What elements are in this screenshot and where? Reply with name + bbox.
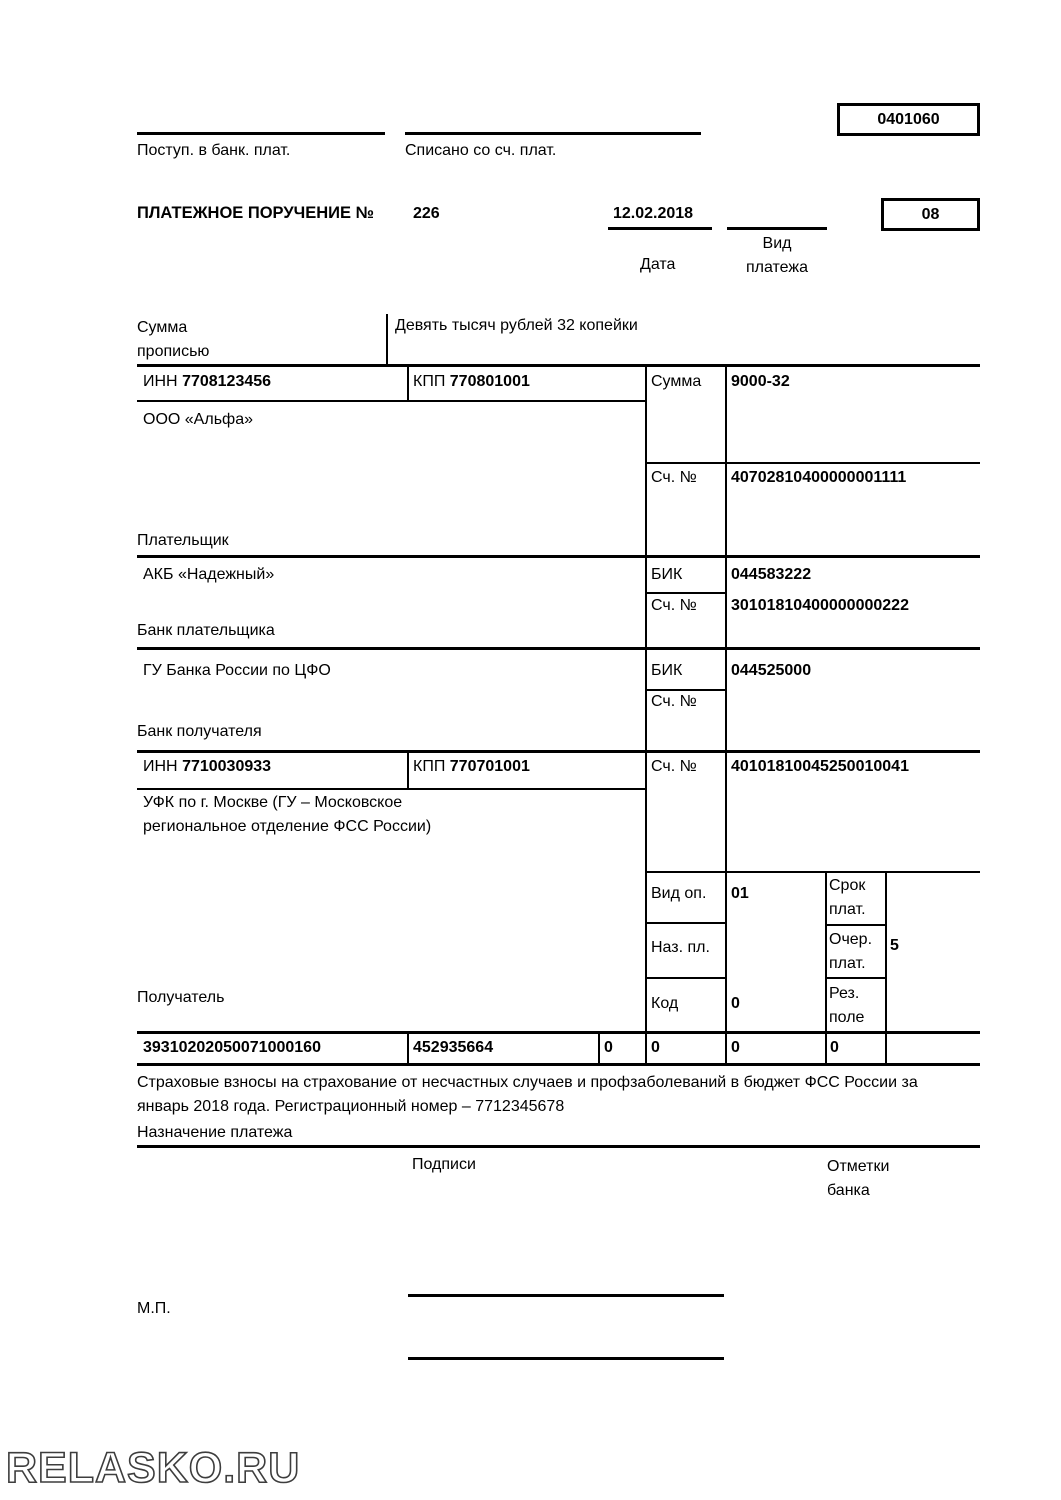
date-label: Дата (640, 256, 676, 273)
divider-line (137, 400, 647, 402)
divider-line (645, 977, 727, 979)
payer-bank-name: АКБ «Надежный» (143, 566, 275, 583)
payer-inn (143, 372, 271, 391)
reserve-field-label: Рез. поле (829, 985, 865, 1026)
payer-bank-section-label: Банк плательщика (137, 622, 275, 639)
debited-from-account-label: Списано со сч. плат. (405, 142, 557, 159)
section-border (137, 750, 980, 753)
section-border (137, 555, 980, 558)
date-indicator: 0 (830, 1039, 839, 1056)
payee-inn-value: 7710030933 (182, 758, 272, 775)
column-line (407, 367, 409, 402)
payee-bank-name: ГУ Банка России по ЦФО (143, 662, 331, 679)
form-code-box: 0401060 (837, 103, 980, 136)
payee-inn (143, 757, 271, 776)
payee-bank-bik: 044525000 (731, 662, 812, 679)
doc-date: 12.02.2018 (613, 205, 694, 222)
column-line (645, 364, 647, 1066)
payee-name: УФК по г. Москве (ГУ – Московское региональное отделение ФСС России) (143, 794, 432, 835)
op-kind-label: Вид оп. (651, 885, 707, 902)
payer-kpp (413, 372, 530, 391)
payment-kind-label: Вид платежа (745, 235, 808, 276)
amount-value: 9000-32 (731, 373, 790, 390)
payer-name: ООО «Альфа» (143, 411, 253, 428)
section-border (137, 364, 980, 367)
column-line (407, 1031, 409, 1065)
payee-inn-label: ИНН (143, 758, 178, 775)
number-indicator: 0 (731, 1039, 740, 1056)
doc-title: ПЛАТЕЖНОЕ ПОРУЧЕНИЕ № (137, 204, 374, 222)
signature-line (408, 1357, 724, 1360)
payer-inn-label: ИНН (143, 373, 178, 390)
amount-label: Сумма (651, 373, 702, 390)
pay-term-label: Срок плат. (829, 877, 866, 918)
section-border (137, 1063, 980, 1066)
payee-account-label: Сч. № (651, 758, 697, 775)
watermark: RELASKO.RU (6, 1444, 301, 1492)
op-kind-value: 01 (731, 885, 749, 902)
period-indicator: 0 (651, 1039, 660, 1056)
payee-section-label: Получатель (137, 989, 225, 1006)
payer-kpp-label: КПП (413, 373, 446, 390)
payee-kpp-value: 770701001 (449, 758, 530, 775)
column-line (386, 314, 388, 367)
payer-bank-account-label: Сч. № (651, 597, 697, 614)
received-line (137, 132, 385, 135)
stamp-label: М.П. (137, 1300, 171, 1317)
section-border (137, 1145, 980, 1148)
column-line (598, 1031, 600, 1065)
purpose-text: Страховые взносы на страхование от несчастных случаев и профзаболеваний в бюджет ФСС России за январь 2018 года. Регистрационный номер – 7712345678 (137, 1074, 918, 1115)
payer-section-label: Плательщик (137, 532, 229, 549)
payee-kpp (413, 757, 530, 776)
received-in-bank-label: Поступ. в банк. плат. (137, 142, 291, 159)
payee-kpp-label: КПП (413, 758, 446, 775)
signature-line (408, 1294, 724, 1297)
column-line (825, 871, 827, 1065)
payer-account: 40702810400000001111 (731, 469, 907, 486)
divider-line (645, 462, 980, 464)
divider-line (645, 689, 727, 691)
code-value: 0 (731, 995, 740, 1012)
amount-in-words: Девять тысяч рублей 32 копейки (395, 317, 638, 334)
payee-bank-bik-label: БИК (651, 662, 683, 679)
priority-label: Очер. плат. (829, 931, 873, 972)
payer-bank-account: 30101810400000000222 (731, 597, 909, 614)
kbk-value: 39310202050071000160 (143, 1039, 321, 1056)
amount-in-words-label: Сумма прописью (137, 319, 210, 360)
debited-line (405, 132, 701, 135)
purpose-code-label: Наз. пл. (651, 939, 710, 956)
priority-value: 5 (890, 937, 899, 954)
payer-kpp-value: 770801001 (449, 373, 530, 390)
divider-line (137, 788, 647, 790)
column-line (725, 364, 727, 1066)
divider-line (645, 871, 980, 873)
payer-bank-bik: 044583222 (731, 566, 812, 583)
divider-line (825, 924, 887, 926)
section-border (137, 1031, 980, 1034)
divider-line (825, 977, 887, 979)
payer-bank-bik-label: БИК (651, 566, 683, 583)
column-line (885, 871, 887, 1065)
payee-account: 40101810045250010041 (731, 758, 909, 775)
payer-inn-value: 7708123456 (182, 373, 272, 390)
date-underline (608, 227, 712, 230)
oktmo-value: 452935664 (413, 1039, 494, 1056)
payment-kind-underline (727, 227, 827, 230)
payee-bank-section-label: Банк получателя (137, 723, 262, 740)
basis-indicator: 0 (604, 1039, 613, 1056)
status-code-box: 08 (881, 198, 980, 231)
payer-account-label: Сч. № (651, 469, 697, 486)
section-border (137, 647, 980, 650)
divider-line (645, 592, 727, 594)
signatures-label: Подписи (412, 1156, 476, 1173)
payee-bank-account-label: Сч. № (651, 693, 697, 710)
code-label: Код (651, 995, 679, 1012)
bank-marks-label: Отметки банка (827, 1158, 890, 1199)
doc-number: 226 (413, 205, 440, 222)
divider-line (645, 922, 727, 924)
column-line (407, 750, 409, 790)
purpose-section-label: Назначение платежа (137, 1124, 293, 1141)
